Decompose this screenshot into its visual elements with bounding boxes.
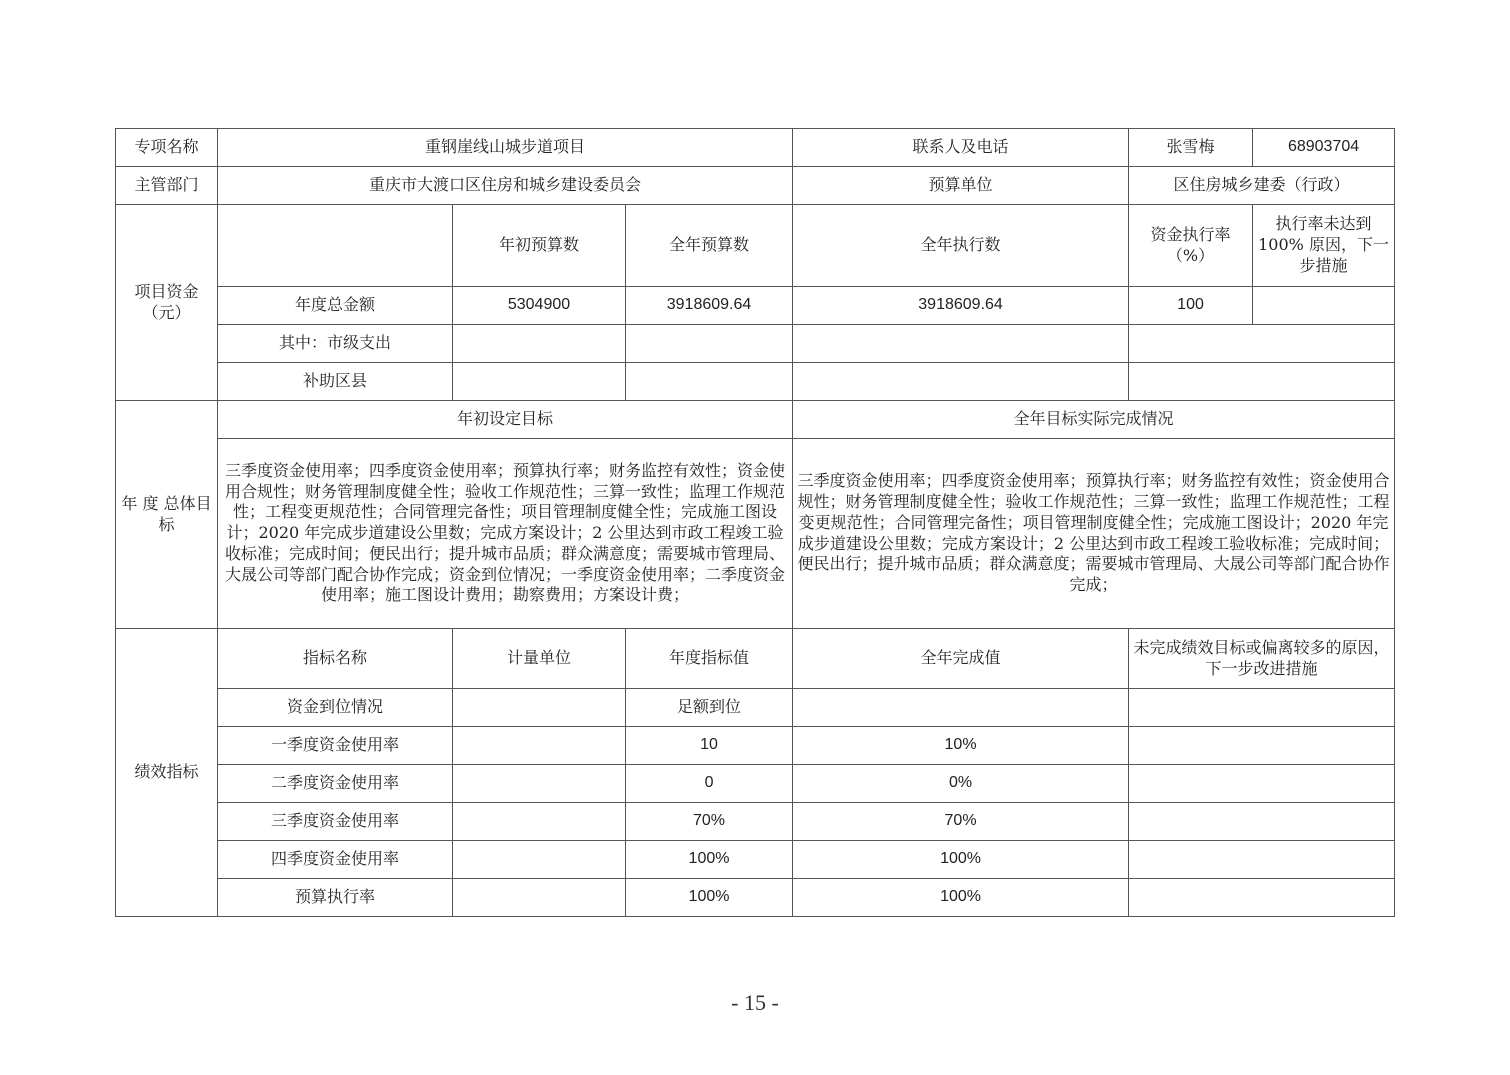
goals-text-row (116, 439, 1395, 629)
project-name-row (116, 129, 1395, 167)
budget-unit-label: 预算单位 (793, 167, 1129, 205)
indicator-target: 0 (626, 765, 793, 803)
indicator-reason (1129, 841, 1395, 879)
indicator-actual: 70% (793, 803, 1129, 841)
funds-annual-value: 3918609.64 (626, 287, 793, 325)
indicator-name: 一季度资金使用率 (218, 727, 453, 765)
indicators-header-row (116, 629, 1395, 689)
indicator-unit (453, 689, 626, 727)
col-indicator-target: 年度指标值 (626, 629, 793, 689)
funds-rate-value: 100 (1129, 287, 1253, 325)
indicator-unit (453, 803, 626, 841)
indicator-actual: 100% (793, 879, 1129, 917)
funds-initial-value: 5304900 (453, 287, 626, 325)
funds-row-label: 补助区县 (218, 363, 453, 401)
col-annual-executed: 全年执行数 (793, 205, 1129, 287)
funds-executed-value (793, 363, 1129, 401)
indicator-actual (793, 689, 1129, 727)
table-row (116, 803, 1395, 841)
contact-label: 联系人及电话 (793, 129, 1129, 167)
indicator-unit (453, 765, 626, 803)
indicator-unit (453, 727, 626, 765)
indicator-reason (1129, 803, 1395, 841)
funds-annual-value (626, 363, 793, 401)
dept-label: 主管部门 (116, 167, 218, 205)
funds-district-row (116, 363, 1395, 401)
funds-reason-value (1253, 287, 1395, 325)
indicator-reason (1129, 727, 1395, 765)
indicator-name: 三季度资金使用率 (218, 803, 453, 841)
funds-section-label: 项目资金（元） (116, 205, 218, 401)
funds-rate-value (1129, 363, 1395, 401)
indicator-target: 100% (626, 879, 793, 917)
col-execution-rate: 资金执行率（%） (1129, 205, 1253, 287)
funds-city-row (116, 325, 1395, 363)
col-indicator-name: 指标名称 (218, 629, 453, 689)
col-indicator-reason: 未完成绩效目标或偏离较多的原因，下一步改进措施 (1129, 629, 1395, 689)
col-indicator-unit: 计量单位 (453, 629, 626, 689)
table-row (116, 689, 1395, 727)
indicator-reason (1129, 879, 1395, 917)
page-number: - 15 - (731, 990, 779, 1015)
table-row (116, 879, 1395, 917)
indicator-unit (453, 841, 626, 879)
indicator-target: 10 (626, 727, 793, 765)
indicator-reason (1129, 689, 1395, 727)
col-annual-budget: 全年预算数 (626, 205, 793, 287)
contact-phone: 68903704 (1253, 129, 1395, 167)
funds-rate-value (1129, 325, 1395, 363)
funds-initial-value (453, 325, 626, 363)
indicator-name: 预算执行率 (218, 879, 453, 917)
dept-value: 重庆市大渡口区住房和城乡建设委员会 (218, 167, 793, 205)
indicator-name: 四季度资金使用率 (218, 841, 453, 879)
funds-row-label: 年度总金额 (218, 287, 453, 325)
indicator-actual: 100% (793, 841, 1129, 879)
indicator-name: 二季度资金使用率 (218, 765, 453, 803)
indicator-target: 100% (626, 841, 793, 879)
funds-annual-value (626, 325, 793, 363)
table-row (116, 765, 1395, 803)
col-rate-reason: 执行率未达到 100% 原因，下一步措施 (1253, 205, 1395, 287)
budget-unit-value: 区住房城乡建委（行政） (1129, 167, 1395, 205)
project-name-label: 专项名称 (116, 129, 218, 167)
project-name-value: 重钢崖线山城步道项目 (218, 129, 793, 167)
col-indicator-actual: 全年完成值 (793, 629, 1129, 689)
goals-actual-text: 三季度资金使用率；四季度资金使用率；预算执行率；财务监控有效性；资金使用合规性；财务管理制度健全性；验收工作规范性；三算一致性；监理工作规范性；工程变更规范性；合同管理完备性；项目管理制度健全性；完成施工图设计；2020 年完成步道建设公里数；完成方案设计；2 公里达到市政工程竣工验收标准；完成时间；便民出行；提升城市品质；群众满意度；需要城市管理局、大晟公司等部门配合协作完成； (793, 439, 1395, 629)
contact-name: 张雪梅 (1129, 129, 1253, 167)
indicator-reason (1129, 765, 1395, 803)
indicator-name: 资金到位情况 (218, 689, 453, 727)
indicators-section-label: 绩效指标 (116, 629, 218, 917)
table-row (116, 841, 1395, 879)
funds-blank-header (218, 205, 453, 287)
funds-total-row (116, 287, 1395, 325)
indicator-actual: 0% (793, 765, 1129, 803)
indicator-target: 70% (626, 803, 793, 841)
performance-table (115, 128, 1395, 917)
funds-executed-value (793, 325, 1129, 363)
goals-section-label: 年 度 总体目标 (116, 401, 218, 629)
dept-row (116, 167, 1395, 205)
funds-row-label: 其中：市级支出 (218, 325, 453, 363)
funds-executed-value: 3918609.64 (793, 287, 1129, 325)
indicator-actual: 10% (793, 727, 1129, 765)
goals-actual-header: 全年目标实际完成情况 (793, 401, 1395, 439)
col-initial-budget: 年初预算数 (453, 205, 626, 287)
table-row (116, 727, 1395, 765)
funds-header-row (116, 205, 1395, 287)
funds-initial-value (453, 363, 626, 401)
goals-initial-text: 三季度资金使用率；四季度资金使用率；预算执行率；财务监控有效性；资金使用合规性；财务管理制度健全性；验收工作规范性；三算一致性；监理工作规范性；工程变更规范性；合同管理完备性；项目管理制度健全性；完成施工图设计；2020 年完成步道建设公里数；完成方案设计；2 公里达到市政工程竣工验收标准；完成时间；便民出行；提升城市品质；群众满意度；需要城市管理局、大晟公司等部门配合协作完成；资金到位情况；一季度资金使用率；二季度资金使用率；施工图设计费用；勘察费用；方案设计费； (218, 439, 793, 629)
indicator-unit (453, 879, 626, 917)
goals-header-row (116, 401, 1395, 439)
goals-initial-header: 年初设定目标 (218, 401, 793, 439)
indicator-target: 足额到位 (626, 689, 793, 727)
